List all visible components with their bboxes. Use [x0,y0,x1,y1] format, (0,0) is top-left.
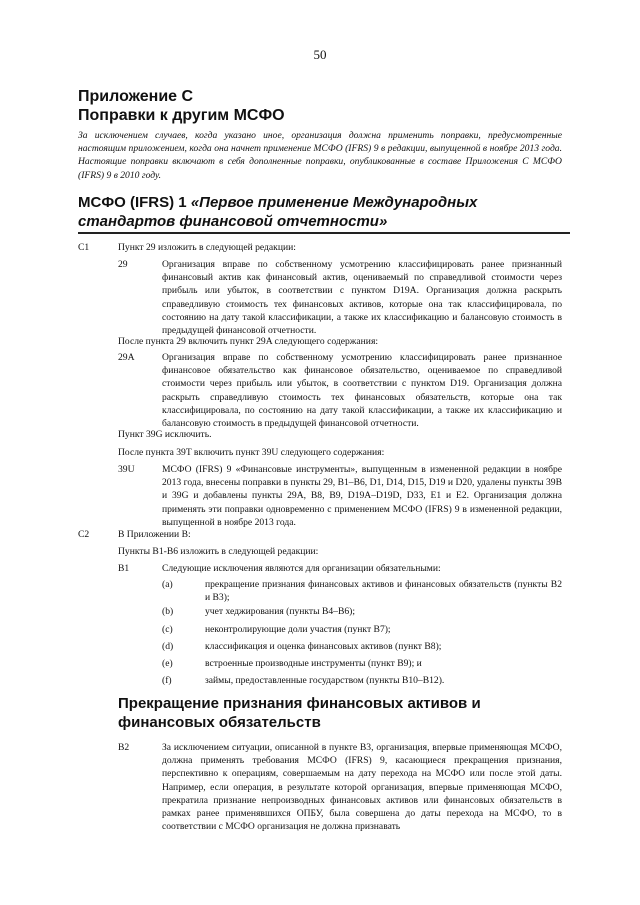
after-39t-instruction: После пункта 39T включить пункт 39U следующего содержания: [118,447,385,458]
list-item-letter: (b) [162,606,174,617]
appendix-title [78,87,285,125]
paragraph-number-b2: B2 [118,742,130,753]
page-number: 50 [313,47,327,62]
c1-instruction: Пункт 29 изложить в следующей редакции: [118,242,296,253]
paragraph-39g-instruction: Пункт 39G исключить. [118,429,212,440]
paragraph-29-text: Организация вправе по собственному усмотрению классифицировать ранее признанный финансовый актив как финансовый актив, оцениваемый по справедливой стоимости через прибыль или убыток, в соответствии с пунктом D19A. Организация должна раскрыть справедливую стоимость тех финансовых активов, которые она так классифицировала, по состоянию на дату такой классификации, а также их классификацию и балансовую стоимость в предыдущей финансовой отчетности. [162,259,562,337]
standard-heading [78,193,568,231]
paragraph-b1-text: Следующие исключения являются для организации обязательными: [162,563,441,574]
heading-underline [78,232,570,234]
paragraph-number-29a: 29A [118,352,135,363]
after-29-instruction: После пункта 29 включить пункт 29A следующего содержания: [118,336,379,347]
paragraph-number-39u: 39U [118,464,135,475]
section-label-c1: C1 [78,242,90,253]
standard-heading-prefix: МСФО (IFRS) 1 [78,194,191,211]
list-item-letter: (a) [162,579,173,590]
paragraph-number-29: 29 [118,259,128,270]
appendix-title-line1: Приложение С [78,88,194,105]
list-item-letter: (f) [162,675,172,686]
section-heading-derecognition: Прекращение признания финансовых активов и финансовых обязательств [118,695,481,731]
list-item-text: неконтролирующие доли участия (пункт B7); [205,624,391,635]
list-item-text: учет хеджирования (пункты B4–B6); [205,606,356,617]
paragraph-b2-text: За исключением ситуации, описанной в пункте B3, организация, впервые применяющая МСФО, должна применять требования МСФО (IFRS) 9, касающиеся прекращения признания, перспективно к операциям, совершаемым на дату перехода на МСФО или после этой даты. Например, если операция, в результате которой организация, впервые применяющая МСФО, прекратила признание непроизводных финансовых активов или финансовых обязательств в рамках ранее применявшихся ОПБУ, была совершена до даты перехода на МСФО, то в соответствии с МСФО организация не должна признавать [162,742,562,833]
list-item-letter: (c) [162,624,173,635]
list-item-text: прекращение признания финансовых активов и финансовых обязательств (пункты B2 и B3); [205,579,562,604]
paragraph-39u-text: МСФО (IFRS) 9 «Финансовые инструменты», выпущенным в измененной редакции в ноябре 2013 года, внесены поправки в пункты 29, B1–B6, D1, D14, D15, D19 и D20, удалены пункты 39B и 39G и добавлены пункты 29A, B8, B9, D19A–D19D, D33, E1 и E2. Организация должна применять эти поправки одновременно с применением МСФО (IFRS) 9 в измененной редакции, выпущенной в ноябре 2013 года. [162,464,562,528]
paragraph-29a-text: Организация вправе по собственному усмотрению классифицировать ранее признанное финансовое обязательство как финансовое обязательство, оцениваемое по справедливой стоимости через прибыль или убыток, в соответствии с пунктом D19. Организация должна раскрыть справедливую стоимость тех финансовых обязательств, которые она так классифицировала, по состоянию на дату такой классификации, а также их классификацию и балансовую стоимость в предыдущей финансовой отчетности. [162,352,562,430]
section-label-c2: C2 [78,529,90,540]
list-item-letter: (e) [162,658,173,669]
list-item-text: встроенные производные инструменты (пункт B9); и [205,658,422,669]
list-item-letter: (d) [162,641,174,652]
appendix-title-line2: Поправки к другим МСФО [78,107,285,124]
c2-instruction-2: Пункты B1-B6 изложить в следующей редакции: [118,546,319,557]
appendix-intro: За исключением случаев, когда указано иное, организация должна применить поправки, предусмотренные настоящим приложением, когда она начнет применение МСФО (IFRS) 9 в редакции, выпущенной в ноябре 2013 года. Настоящие поправки включают в себя дополненные поправки, опубликованные в составе Приложения С МСФО (IFRS) 9 в 2010 году. [78,130,562,181]
list-item-text: классификация и оценка финансовых активов (пункт B8); [205,641,442,652]
list-item-text: займы, предоставленные государством (пункты B10–B12). [205,675,445,686]
c2-instruction: В Приложении В: [118,529,191,540]
paragraph-number-b1: B1 [118,563,130,574]
standard-heading-title: «Первое применение Международных стандартов финансовой отчетности» [78,194,478,230]
